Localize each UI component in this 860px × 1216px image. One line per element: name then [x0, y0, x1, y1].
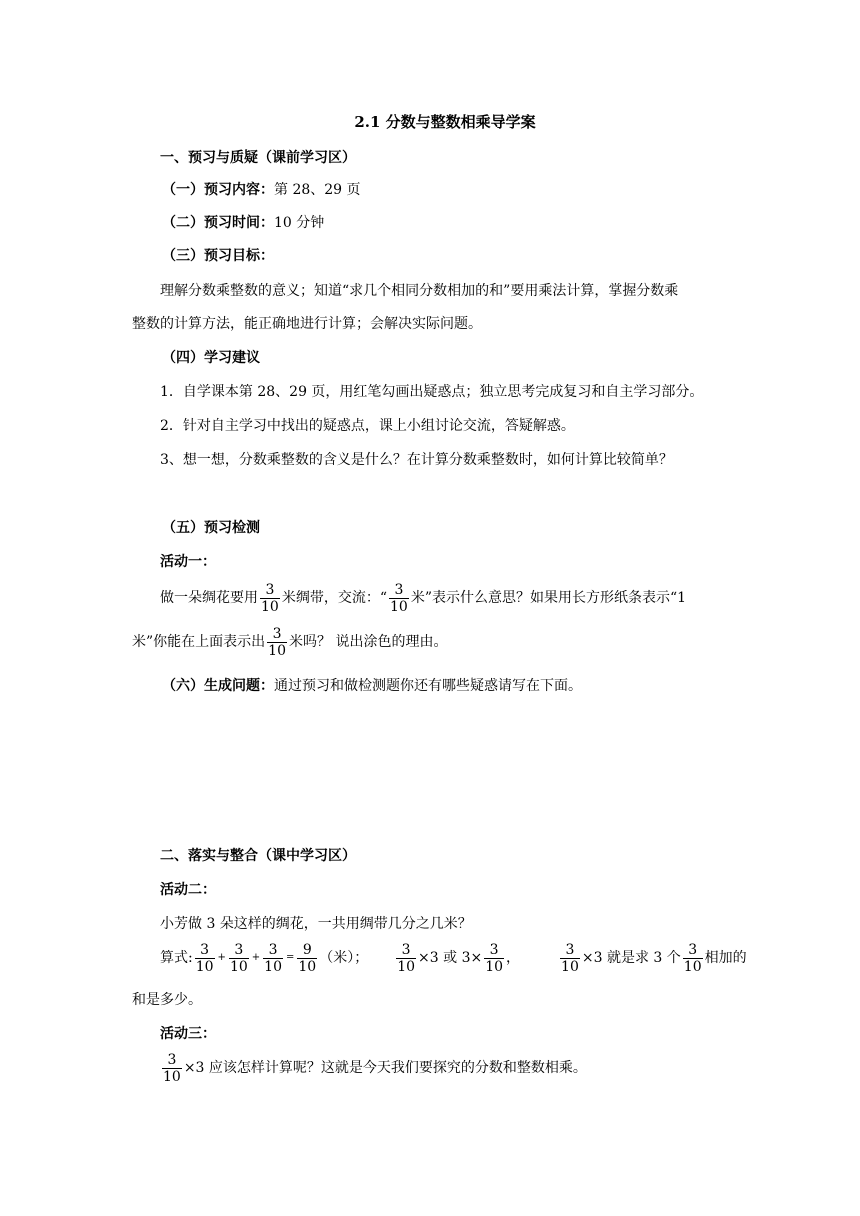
- fraction-3-10: $\frac{3}{10}$: [163, 1051, 181, 1085]
- preview-check-label: （五）预习检测: [162, 520, 260, 536]
- generated-question-text: 通过预习和做检测题你还有哪些疑惑请写在下面。: [274, 678, 582, 694]
- activity2-line3: 和是多少。: [132, 992, 202, 1008]
- fraction-9-10: $\frac{9}{10}$: [298, 941, 317, 975]
- fraction-3-10: $\frac{3}{10}$: [264, 941, 282, 975]
- generated-question-label: （六）生成问题：: [162, 678, 274, 694]
- activity2-formula: 算式: $\frac{3}{10}$ + $\frac{3}{10}$ + $\frac{3}{10}$ = $\frac{9}{10}$ （米）； $\frac{3}{10}$ ×3 或 3× $\frac{3}{10}$ ， $\frac{3}{10}$ ×3 就是求 3 个 $\frac{3}{10}$ 相加的: [160, 941, 747, 975]
- activity3-label: 活动三：: [160, 1026, 216, 1042]
- preview-goal-line1: 理解分数乘整数的意义；知道“求几个相同分数相加的和”要用乘法计算，掌握分数乘: [160, 283, 679, 299]
- activity1-line1: 做一朵绸花要用 $\frac{3}{10}$ 米绸带，交流：“ $\frac{3}{10}$ 米”表示什么意思？如果用长方形纸条表示“1: [160, 581, 687, 615]
- generated-question-line: [162, 676, 582, 696]
- activity2-label: 活动二：: [160, 882, 216, 898]
- fraction-3-10: $\frac{3}{10}$: [397, 941, 416, 975]
- fraction-3-10: $\frac{3}{10}$: [261, 581, 279, 615]
- fraction-3-10: $\frac{3}{10}$: [561, 941, 579, 975]
- activity1-line2: 米”你能在上面表示出 $\frac{3}{10}$ 米吗？ 说出涂色的理由。: [132, 625, 448, 659]
- study-advice-2: 2．针对自主学习中找出的疑惑点，课上小组讨论交流，答疑解惑。: [160, 418, 575, 434]
- study-advice-3: 3、想一想，分数乘整数的含义是什么？在计算分数乘整数时，如何计算比较简单？: [160, 452, 673, 468]
- preview-content-value: 第 28、29 页: [274, 182, 361, 198]
- preview-time-line: [162, 213, 324, 233]
- fraction-3-10: $\frac{3}{10}$: [268, 625, 286, 659]
- activity3-line: $\frac{3}{10}$ ×3 应该怎样计算呢？这就是今天我们要探究的分数和整数相乘。: [163, 1051, 587, 1085]
- fraction-3-10: $\frac{3}{10}$: [229, 941, 248, 975]
- fraction-3-10: $\frac{3}{10}$: [390, 581, 408, 615]
- study-advice-1: 1．自学课本第 28、29 页，用红笔勾画出疑惑点；独立思考完成复习和自主学习部分。: [160, 384, 704, 400]
- preview-content-line: [162, 180, 361, 200]
- activity1-label: 活动一：: [160, 554, 216, 570]
- preview-content-label: （一）预习内容：: [162, 182, 274, 198]
- preview-goal-label: （三）预习目标：: [162, 248, 274, 264]
- preview-time-value: 10 分钟: [274, 215, 325, 231]
- section1-heading: 一、预习与质疑（课前学习区）: [160, 150, 356, 166]
- study-advice-label: （四）学习建议: [162, 350, 260, 366]
- fraction-3-10: $\frac{3}{10}$: [195, 941, 214, 975]
- preview-goal-line2: 整数的计算方法，能正确地进行计算；会解决实际问题。: [132, 316, 482, 332]
- document-title: 2.1 分数与整数相乘导学案: [354, 113, 536, 131]
- activity2-question: 小芳做 3 朵这样的绸花，一共用绸带几分之几米？: [160, 916, 472, 932]
- section2-heading: 二、落实与整合（课中学习区）: [160, 848, 356, 864]
- fraction-3-10: $\frac{3}{10}$: [683, 941, 702, 975]
- fraction-3-10: $\frac{3}{10}$: [485, 941, 504, 975]
- preview-time-label: （二）预习时间：: [162, 215, 274, 231]
